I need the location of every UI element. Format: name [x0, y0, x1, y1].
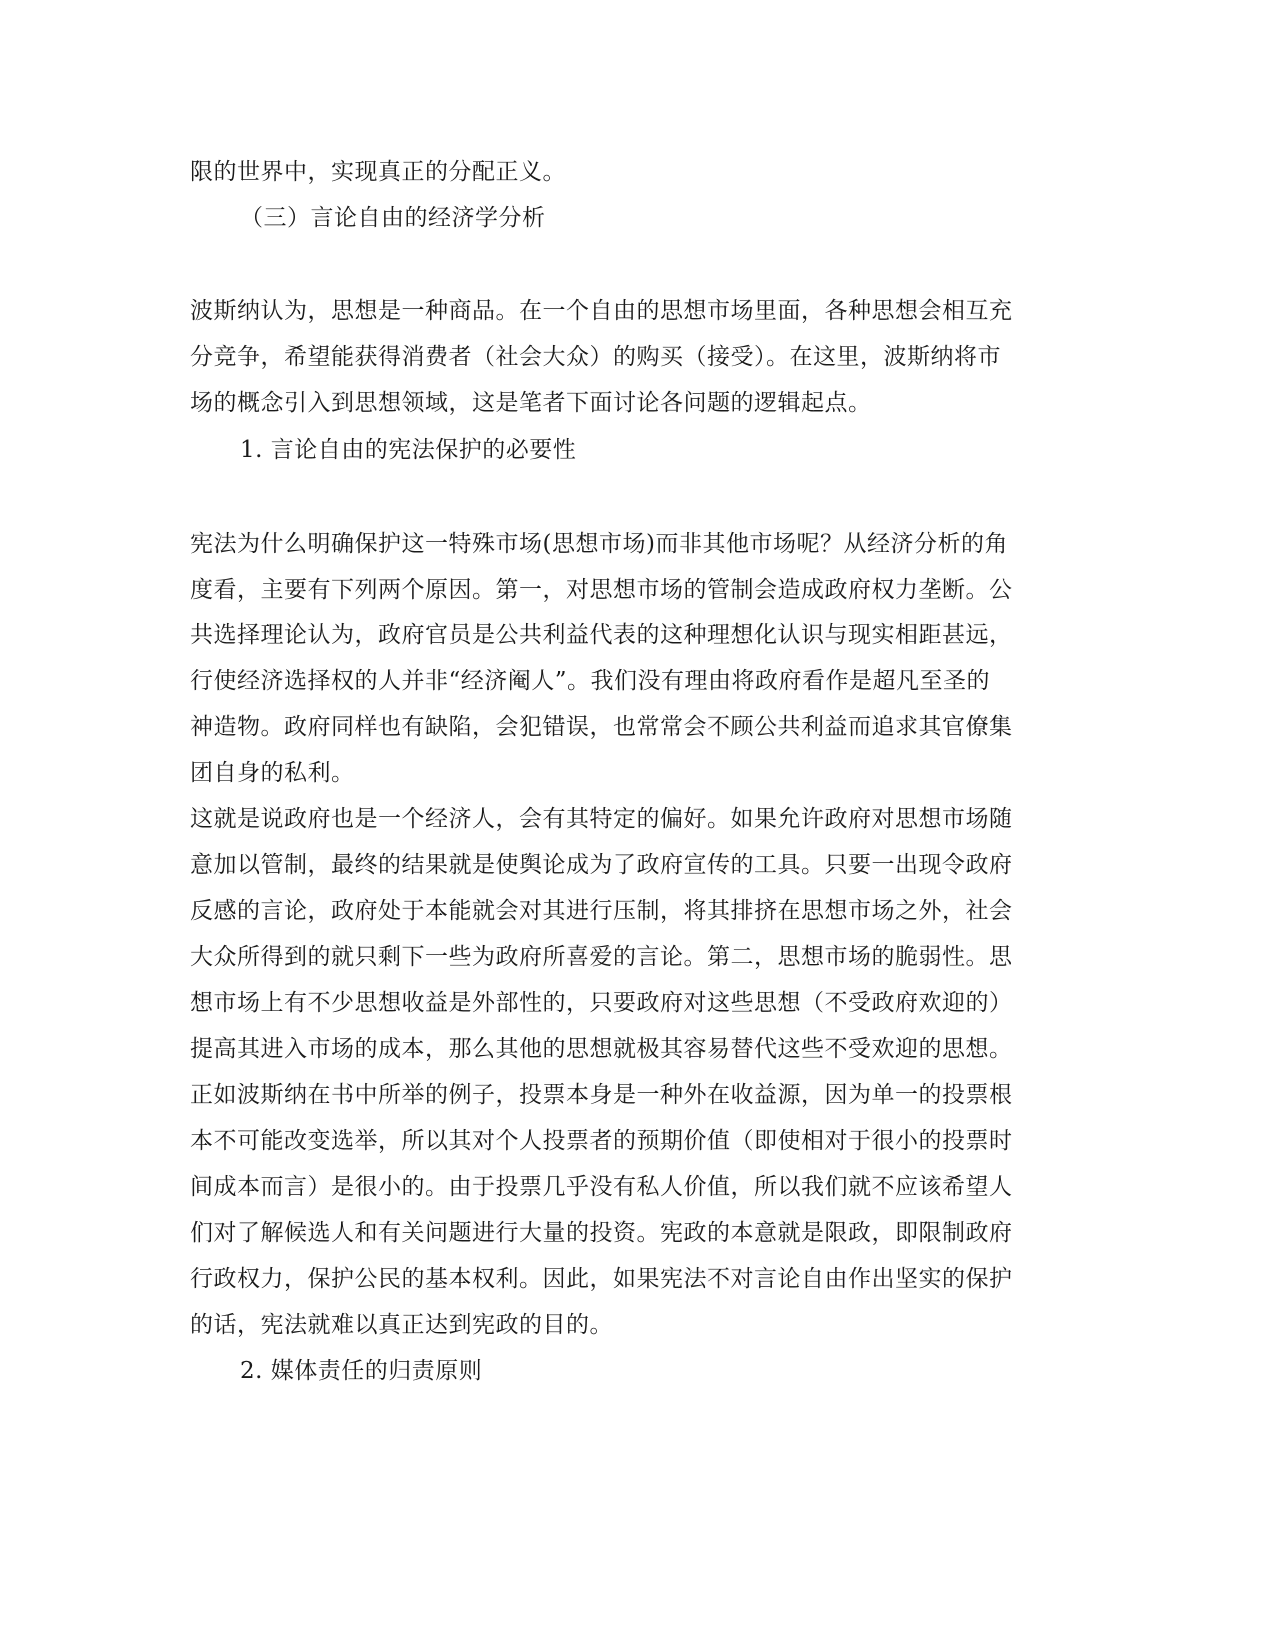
paragraph-line: 行政权力，保护公民的基本权利。因此，如果宪法不对言论自由作出坚实的保护 — [190, 1266, 1013, 1292]
paragraph-line: 共选择理论认为，政府官员是公共利益代表的这种理想化认识与现实相距甚远， — [190, 622, 1013, 648]
paragraph-line: 想市场上有不少思想收益是外部性的，只要政府对这些思想（不受政府欢迎的） — [190, 990, 1013, 1016]
paragraph-line: 这就是说政府也是一个经济人，会有其特定的偏好。如果允许政府对思想市场随 — [190, 806, 1013, 832]
paragraph-line: 的话，宪法就难以真正达到宪政的目的。 — [190, 1312, 613, 1338]
subsection-heading: 1. 言论自由的宪法保护的必要性 — [240, 437, 577, 463]
paragraph-line: 限的世界中，实现真正的分配正义。 — [190, 159, 566, 185]
paragraph-line: 宪法为什么明确保护这一特殊市场(思想市场)而非其他市场呢？从经济分析的角 — [190, 531, 1008, 557]
paragraph-line: 本不可能改变选举，所以其对个人投票者的预期价值（即使相对于很小的投票时 — [190, 1128, 1013, 1154]
paragraph-line: 神造物。政府同样也有缺陷，会犯错误，也常常会不顾公共利益而追求其官僚集 — [190, 714, 1013, 740]
paragraph-line: 团自身的私利。 — [190, 760, 355, 786]
paragraph-line: 正如波斯纳在书中所举的例子，投票本身是一种外在收益源，因为单一的投票根 — [190, 1082, 1013, 1108]
paragraph-line: 度看，主要有下列两个原因。第一，对思想市场的管制会造成政府权力垄断。公 — [190, 577, 1013, 603]
paragraph-line: 提高其进入市场的成本，那么其他的思想就极其容易替代这些不受欢迎的思想。 — [190, 1036, 1013, 1062]
paragraph-line: 波斯纳认为，思想是一种商品。在一个自由的思想市场里面，各种思想会相互充 — [190, 298, 1013, 324]
subsection-heading: 2. 媒体责任的归责原则 — [240, 1358, 483, 1384]
paragraph-line: 场的概念引入到思想领域，这是笔者下面讨论各问题的逻辑起点。 — [190, 390, 872, 416]
paragraph-line: 反感的言论，政府处于本能就会对其进行压制，将其排挤在思想市场之外，社会 — [190, 898, 1013, 924]
paragraph-line: 分竞争，希望能获得消费者（社会大众）的购买（接受）。在这里，波斯纳将市 — [190, 344, 1001, 370]
paragraph-line: 行使经济选择权的人并非“经济阉人”。我们没有理由将政府看作是超凡至圣的 — [190, 668, 991, 694]
section-heading: （三）言论自由的经济学分析 — [240, 205, 546, 231]
paragraph-line: 间成本而言）是很小的。由于投票几乎没有私人价值，所以我们就不应该希望人 — [190, 1174, 1013, 1200]
paragraph-line: 大众所得到的就只剩下一些为政府所喜爱的言论。第二，思想市场的脆弱性。思 — [190, 944, 1013, 970]
paragraph-line: 们对了解候选人和有关问题进行大量的投资。宪政的本意就是限政，即限制政府 — [190, 1220, 1013, 1246]
paragraph-line: 意加以管制，最终的结果就是使舆论成为了政府宣传的工具。只要一出现令政府 — [190, 852, 1013, 878]
